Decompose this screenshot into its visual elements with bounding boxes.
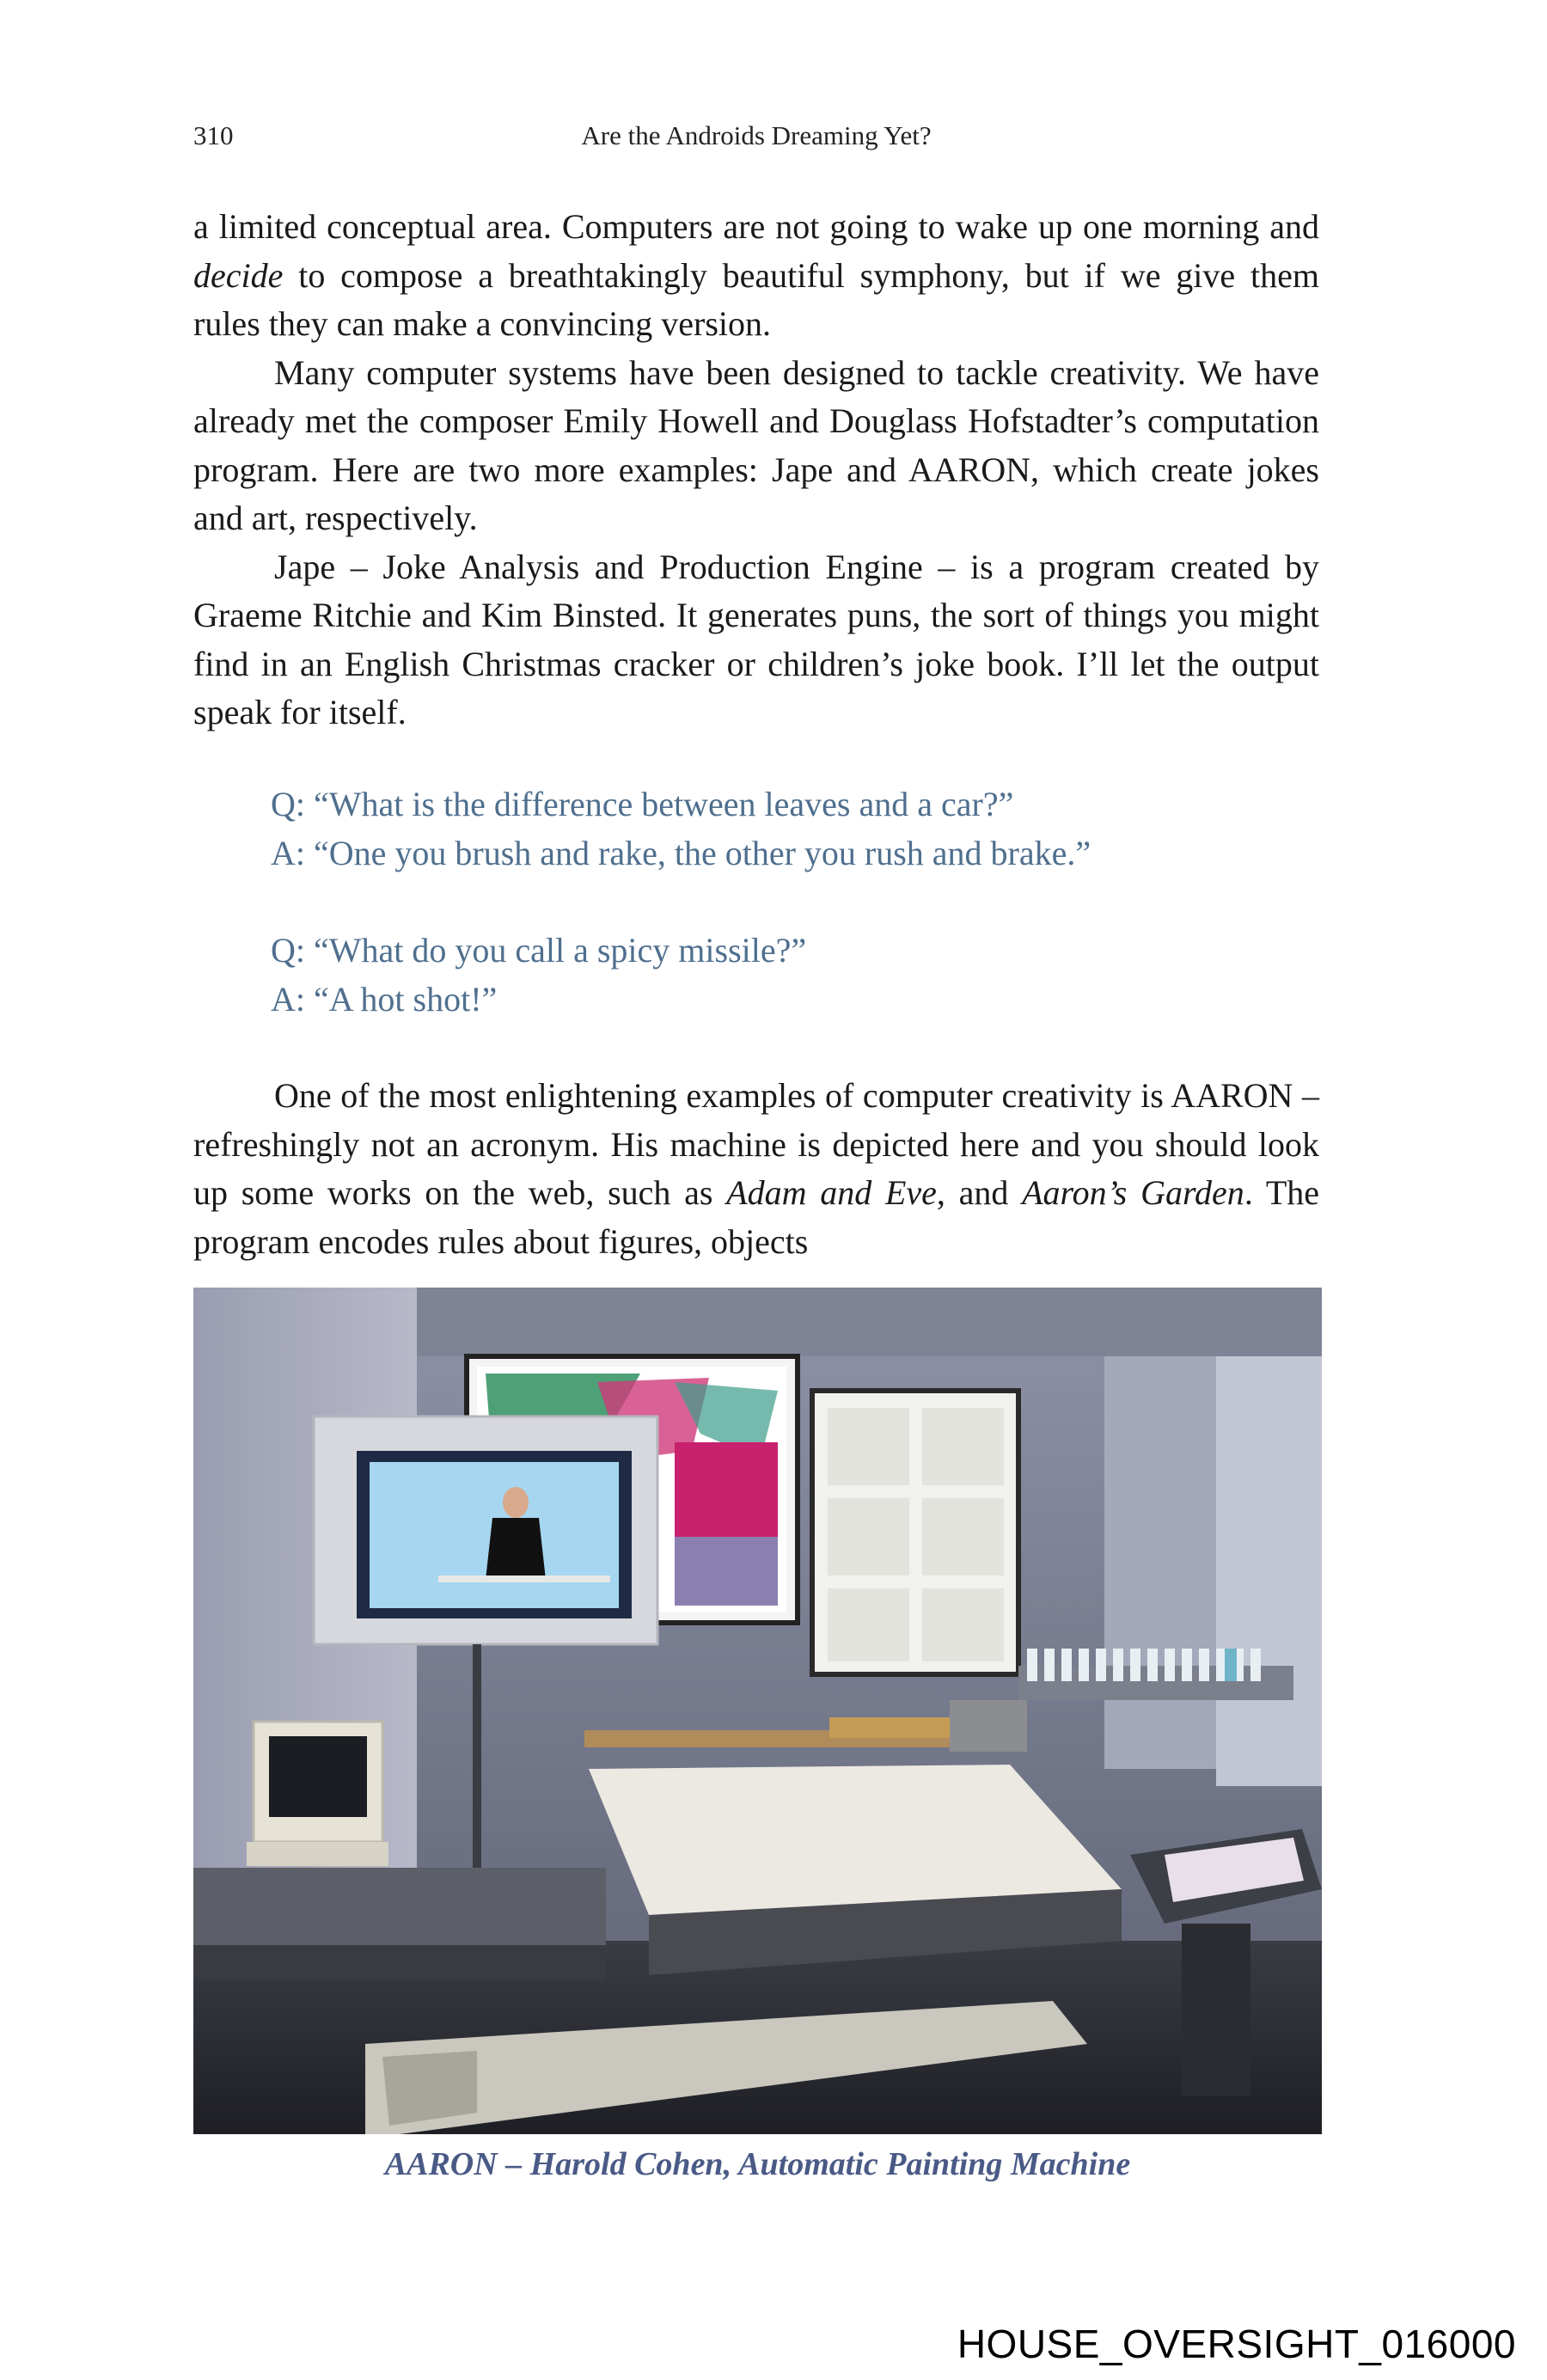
paragraph-2: Many computer systems have been designed to tackle creativity. We have already met the composer Emily Howell and Douglass Hofstadter’s computation program. Here are two more examples: Jape and AARON, which create jokes and art, respectively. <box>193 352 1319 537</box>
emphasis-adam-and-eve: Adam and Eve <box>726 1173 937 1212</box>
body-text-bottom <box>193 1072 1319 1266</box>
joke-question: Q: “What do you call a spicy missile?” <box>271 931 807 970</box>
body-text-top <box>193 203 1319 737</box>
running-header <box>193 120 1319 163</box>
bates-stamp: HOUSE_OVERSIGHT_016000 <box>957 2322 1516 2366</box>
aaron-exhibit-photo <box>193 1288 1322 2134</box>
paragraph-3: Jape – Joke Analysis and Production Engine – is a program created by Graeme Ritchie and Kim Binsted. It generates puns, the sort of things you might find in an English Christmas cracker or children’s joke book. I’ll let the output speak for itself. <box>193 547 1319 731</box>
emphasis-decide: decide <box>193 255 284 295</box>
figure-caption: AARON – Harold Cohen, Automatic Painting Machine <box>384 2146 1131 2182</box>
page-number: 310 <box>193 120 234 150</box>
paragraph-4: One of the most enlightening examples of computer creativity is AARON – refreshingly not an acronym. His machine is depicted here and you should look up some works on the web, such as Adam and Eve, and Aaron’s Garden. The program encodes rules about figures, objects <box>193 1076 1320 1261</box>
paragraph-1: a limited conceptual area. Computers are not going to wake up one morning and decide to compose a breathtakingly beautiful symphony, but if we give them rules they can make a convincing version. <box>193 207 1319 343</box>
joke-answer: A: “A hot shot!” <box>271 979 498 1019</box>
joke-block-1 <box>271 780 1302 878</box>
running-title: Are the Androids Dreaming Yet? <box>581 120 932 150</box>
joke-answer: A: “One you brush and rake, the other you rush and brake.” <box>271 833 1091 872</box>
emphasis-aarons-garden: Aaron’s Garden <box>1022 1173 1244 1212</box>
joke-block-2 <box>271 927 1302 1024</box>
joke-question: Q: “What is the difference between leaves and a car?” <box>271 785 1014 823</box>
